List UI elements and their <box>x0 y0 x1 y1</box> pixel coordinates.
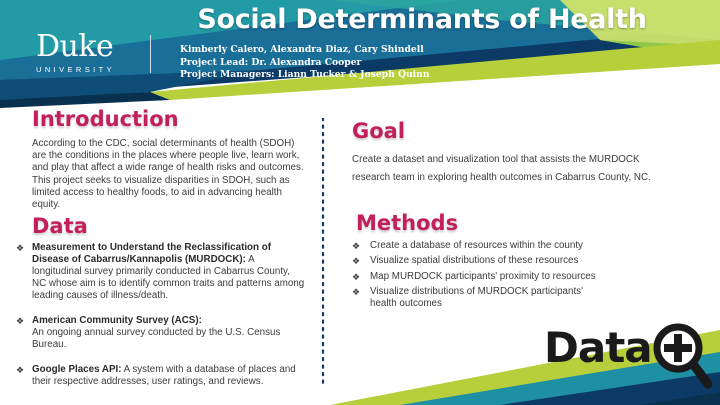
diamond-bullet-icon: ❖ <box>352 256 361 267</box>
authors-line: Kimberly Calero, Alexandra Diaz, Cary Shindell <box>180 44 424 55</box>
credits-block <box>180 44 430 82</box>
diamond-bullet-icon: ❖ <box>352 286 361 297</box>
diamond-bullet-icon: ❖ <box>16 365 25 375</box>
data-item-acs <box>16 315 306 351</box>
logo-wordmark: Duke <box>36 29 114 64</box>
diamond-bullet-icon: ❖ <box>352 271 361 282</box>
logo-divider <box>150 35 151 73</box>
project-lead-line: Project Lead: Dr. Alexandra Cooper <box>180 56 362 68</box>
goal-body: Create a dataset and visualization tool that assists the MURDOCK research team in exploring health outcomes in Cabarrus County, NC. <box>352 154 651 183</box>
data-item-murdock <box>16 242 306 302</box>
data-item-text: A longitudinal survey primarily conducted in Cabarrus County, NC whose aim is to identify common traits and patterns among leading causes of illness/death. <box>32 254 305 301</box>
data-item-google-places <box>16 364 306 388</box>
methods-item: ❖ Map MURDOCK participants' proximity to resources <box>352 270 596 282</box>
methods-heading: Methods <box>356 211 459 235</box>
poster-title: Social Determinants of Health <box>197 4 647 35</box>
column-divider-dotted <box>321 118 325 388</box>
project-managers-line: Project Managers: Liann Tucker & Joseph Quinn <box>180 69 430 80</box>
data-item-title: Measurement to Understand the Reclassification of Disease of Cabarrus/Kannapolis (MURDOCK): <box>32 242 271 265</box>
magnifier-plus-icon <box>652 322 714 396</box>
data-item-title: American Community Survey (ACS): <box>32 315 202 326</box>
introduction-body: According to the CDC, social determinants of health (SDOH) are the conditions in the places where people live, learn work, and play that affect a wide range of health risks and outcomes. This project seeks to visualize disparities in SDOH, such as limited access to healthy foods, to aid in advancing health equity. <box>32 138 304 211</box>
methods-list <box>352 240 602 313</box>
data-item-text: An ongoing annual survey conducted by the U.S. Census Bureau. <box>32 327 281 350</box>
diamond-bullet-icon: ❖ <box>16 243 25 253</box>
logo-subtitle: UNIVERSITY <box>36 65 116 74</box>
methods-item: ❖ Create a database of resources within the county <box>352 240 583 251</box>
data-heading: Data <box>32 214 88 238</box>
diamond-bullet-icon: ❖ <box>16 316 25 326</box>
data-plus-wordmark: Data <box>544 323 652 372</box>
methods-item: ❖ Visualize spatial distributions of these resources <box>352 255 579 267</box>
data-source-list <box>16 242 306 401</box>
duke-logo <box>36 29 140 74</box>
diamond-bullet-icon: ❖ <box>352 241 361 251</box>
introduction-heading: Introduction <box>32 107 179 131</box>
data-item-text: A system with a database of places and their respective addresses, user ratings, and reviews. <box>32 364 296 387</box>
goal-heading: Goal <box>352 119 406 143</box>
methods-item: ❖ Visualize distributions of MURDOCK participants' health outcomes <box>352 285 583 310</box>
data-plus-logo <box>544 322 714 402</box>
data-item-title: Google Places API: <box>32 364 122 375</box>
